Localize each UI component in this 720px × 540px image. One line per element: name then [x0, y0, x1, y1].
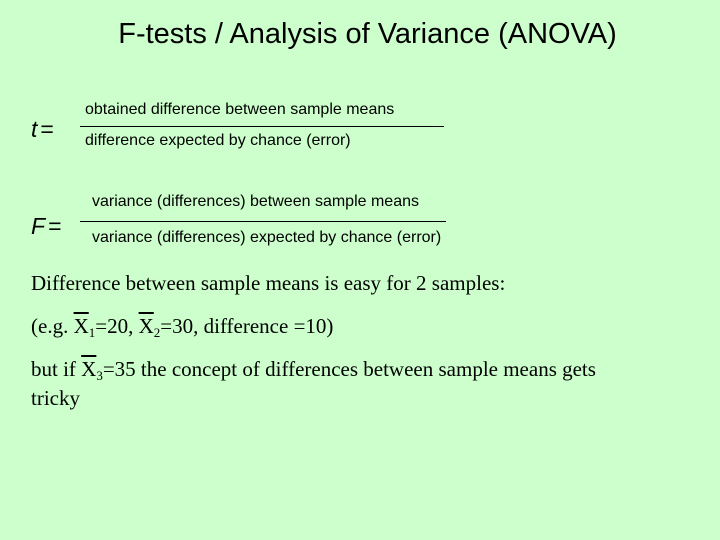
example-prefix: (e.g. — [31, 314, 74, 338]
line3-suffix: =35 the concept of differences between sample means gets — [102, 357, 596, 381]
slide-title: F-tests / Analysis of Variance (ANOVA) — [118, 18, 617, 50]
t-symbol: t — [31, 116, 38, 142]
f-symbol: F — [31, 213, 46, 239]
x-bar-1: $\overline{X}$ — [73, 314, 89, 338]
subscript-1: 1 — [88, 325, 96, 340]
subscript-2: 2 — [153, 325, 161, 340]
line3-prefix: but if — [31, 357, 82, 381]
t-denominator: difference expected by chance (error) — [85, 132, 351, 149]
f-numerator: variance (differences) between sample means — [92, 193, 419, 210]
body-line-example — [31, 313, 333, 340]
f-fraction-bar — [80, 221, 446, 222]
x-bar-2: $\overline{X}$ — [138, 314, 154, 338]
body-line-1: Difference between sample means is easy for 2 samples: — [31, 271, 506, 295]
body-line-3 — [31, 356, 596, 383]
example-value-2: =30, difference =10) — [160, 314, 334, 338]
body-line-3-wrap: tricky — [31, 386, 80, 410]
t-equals: = — [40, 116, 54, 142]
t-fraction-bar — [80, 126, 444, 127]
example-value-1: =20, — [95, 314, 139, 338]
f-equals: = — [48, 213, 62, 239]
t-formula-lhs — [31, 116, 54, 143]
t-numerator: obtained difference between sample means — [85, 101, 395, 118]
f-denominator: variance (differences) expected by chance (error) — [92, 229, 442, 246]
subscript-3: 3 — [96, 368, 103, 383]
f-formula-lhs — [31, 213, 62, 240]
x-bar-3: $\overline{X}$ — [81, 357, 97, 381]
